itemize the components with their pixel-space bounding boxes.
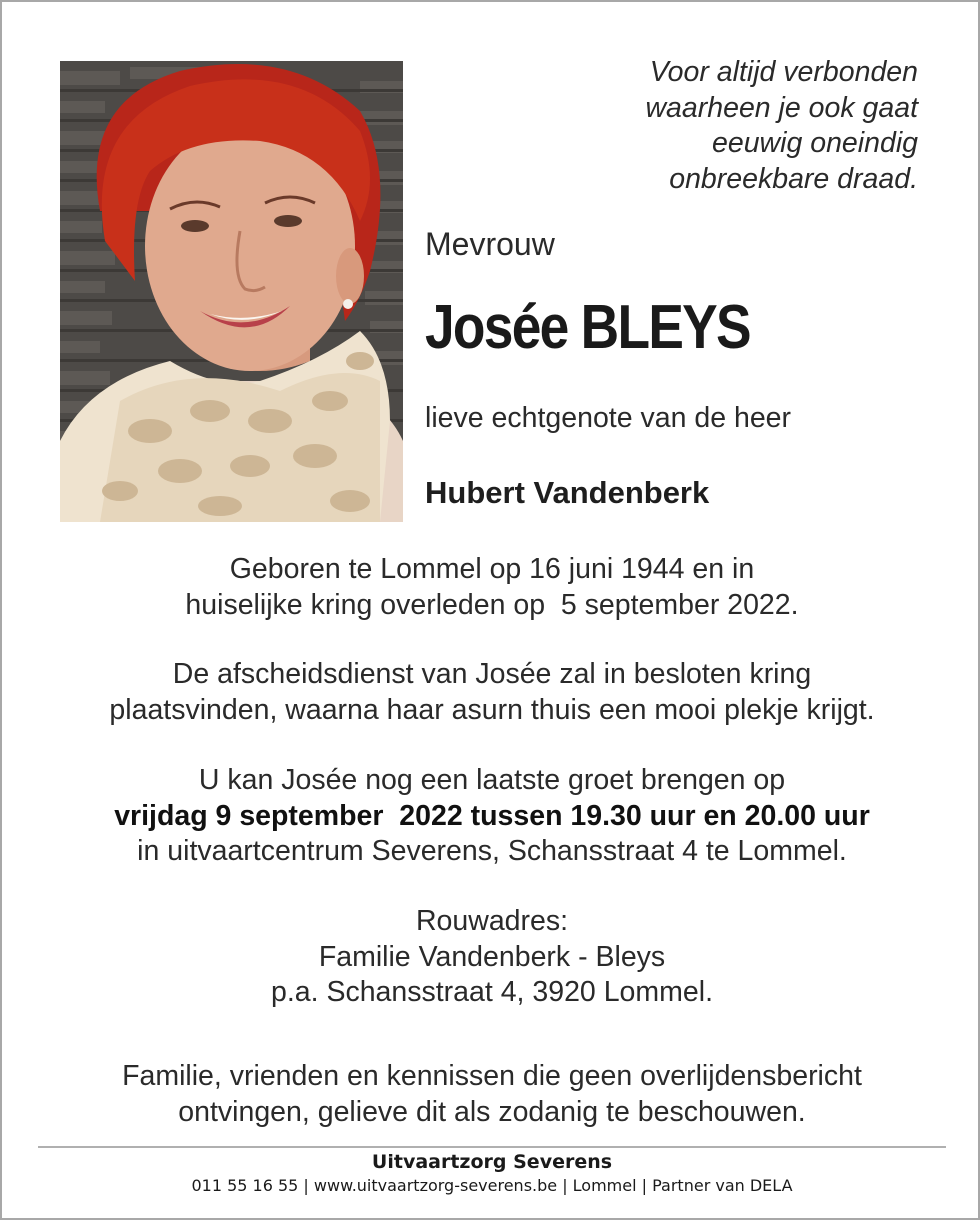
birth-death-line: Geboren te Lommel op 16 juni 1944 en in (229, 553, 755, 585)
footer-divider (38, 1146, 946, 1148)
visitation-datetime: vrijdag 9 september 2022 tussen 19.30 uur en 20.00 uur (114, 799, 870, 832)
visitation-paragraph (2, 763, 980, 870)
mourning-address-street: p.a. Schansstraat 4, 3920 Lommel. (270, 976, 713, 1008)
poem-line: waarheen je ook gaat (645, 91, 918, 124)
poem (645, 55, 918, 197)
service-paragraph (2, 657, 980, 728)
salutation: Mevrouw (425, 226, 555, 262)
mourning-address-label: Rouwadres: (415, 905, 569, 937)
poem-line: onbreekbare draad. (669, 162, 918, 195)
mourning-address (2, 904, 980, 1011)
portrait-photo (60, 61, 403, 522)
mourning-address-family: Familie Vandenberk - Bleys (318, 940, 666, 973)
poem-line: Voor altijd verbonden (649, 56, 918, 88)
poem-line: eeuwig oneindig (712, 127, 918, 159)
visitation-intro: U kan Josée nog een laatste groet brengen op (198, 764, 786, 796)
spouse-name: Hubert Vandenberk (425, 475, 710, 510)
birth-death-line: huiselijke kring overleden op 5 september 2022. (185, 588, 799, 621)
deceased-name: Josée BLEYS (425, 293, 750, 362)
funeral-home-contact: 011 55 16 55 | www.uitvaartzorg-severens.be | Lommel | Partner van DELA (191, 1176, 793, 1195)
service-line: plaatsvinden, waarna haar asurn thuis een mooi plekje krijgt. (109, 693, 875, 726)
notice-paragraph (2, 1059, 980, 1130)
relation-text: lieve echtgenote van de heer (425, 402, 792, 434)
notice-line: ontvingen, gelieve dit als zodanig te beschouwen. (178, 1095, 806, 1128)
notice-line: Familie, vrienden en kennissen die geen overlijdensbericht (122, 1060, 862, 1092)
birth-death-paragraph (2, 552, 980, 623)
funeral-home-name: Uitvaartzorg Severens (371, 1151, 613, 1173)
service-line: De afscheidsdienst van Josée zal in besloten kring (172, 658, 812, 690)
visitation-location: in uitvaartcentrum Severens, Schansstraat 4 te Lommel. (137, 835, 847, 867)
